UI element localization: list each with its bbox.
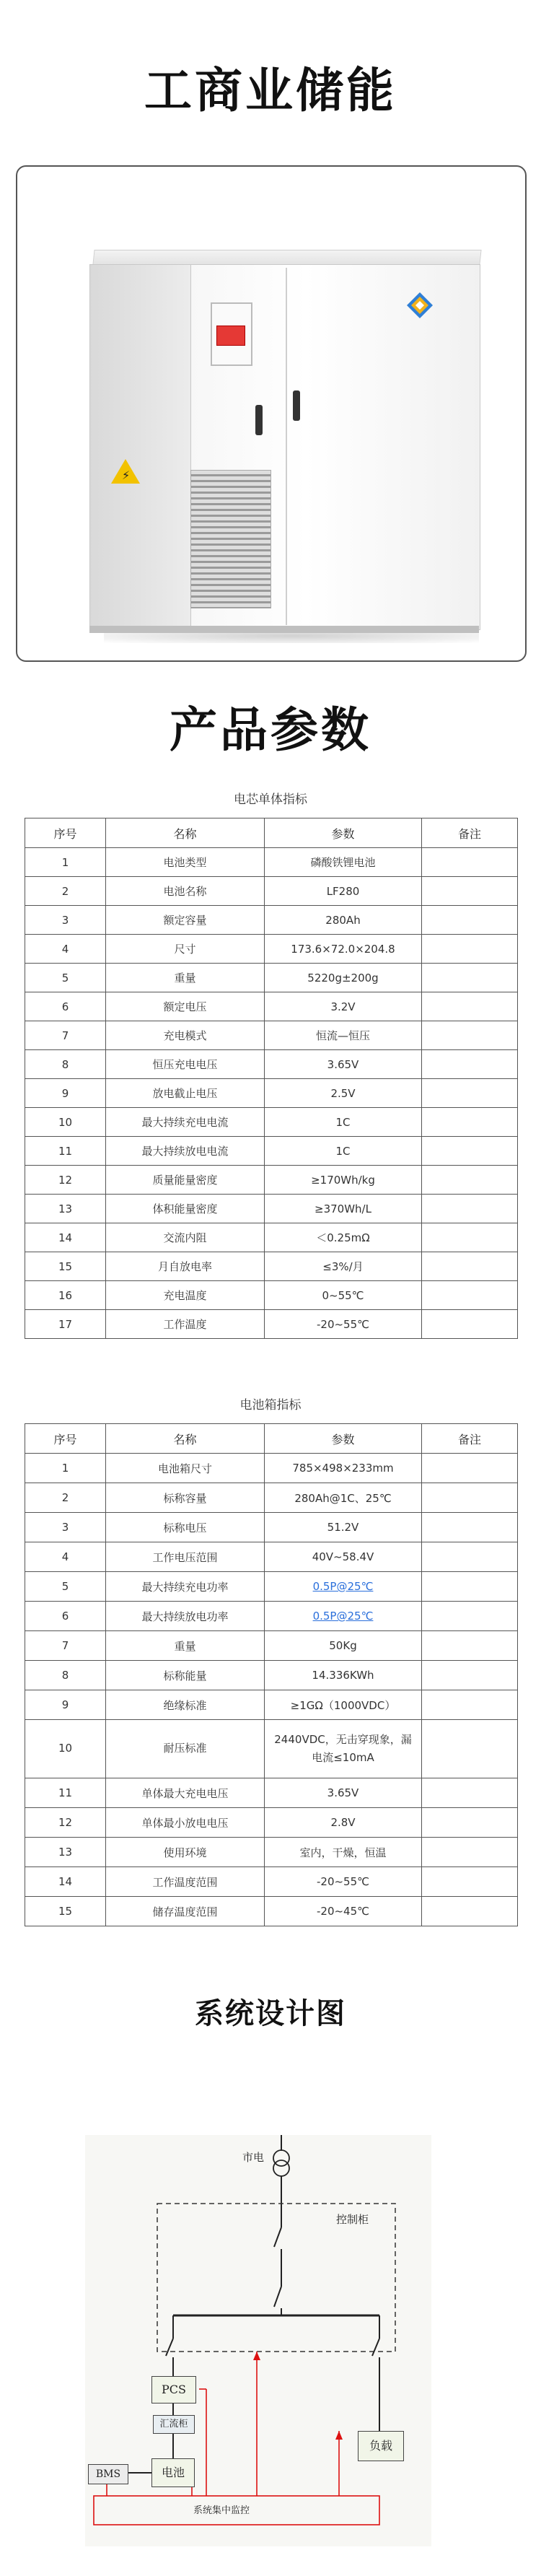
row-remark: [422, 1050, 518, 1079]
row-index: 8: [25, 1050, 106, 1079]
load-box: 负载: [358, 2431, 404, 2461]
row-param: ＜0.25mΩ: [265, 1223, 422, 1252]
row-index: 2: [25, 1483, 106, 1513]
row-remark: [422, 1867, 518, 1897]
row-param: 2.8V: [265, 1808, 422, 1838]
section-title-diagram: 系统设计图: [195, 1997, 346, 2030]
row-index: 2: [25, 877, 106, 906]
row-param: 14.336KWh: [265, 1661, 422, 1690]
table-header-row: [25, 1424, 518, 1454]
row-name: 最大持续放电功率: [106, 1602, 265, 1631]
row-index: 14: [25, 1867, 106, 1897]
cell-spec-table: [25, 818, 518, 1339]
row-param: 1C: [265, 1108, 422, 1137]
table-row: [25, 1808, 518, 1838]
table-row: [25, 848, 518, 877]
cabinet-handle-left: [255, 405, 263, 435]
row-name: 最大持续放电电流: [106, 1137, 265, 1166]
row-name: 额定容量: [106, 906, 265, 935]
row-param: 恒流—恒压: [265, 1021, 422, 1050]
row-remark: [422, 1454, 518, 1483]
row-param: 2.5V: [265, 1079, 422, 1108]
row-index: 7: [25, 1021, 106, 1050]
row-remark: [422, 1661, 518, 1690]
row-remark: [422, 1166, 518, 1195]
table-row: [25, 1572, 518, 1602]
row-name: 最大持续充电功率: [106, 1572, 265, 1602]
header-name: 名称: [106, 1424, 265, 1454]
row-name: 标称能量: [106, 1661, 265, 1690]
table-row: [25, 1778, 518, 1808]
table-row: [25, 1079, 518, 1108]
row-name: 放电截止电压: [106, 1079, 265, 1108]
row-param: 3.65V: [265, 1778, 422, 1808]
row-remark: [422, 964, 518, 992]
row-index: 11: [25, 1778, 106, 1808]
brand-logo-icon: [405, 291, 434, 320]
row-param: 2440VDC，无击穿现象，漏电流≤10mA: [265, 1720, 422, 1778]
row-name: 工作温度范围: [106, 1867, 265, 1897]
row-name: 绝缘标准: [106, 1690, 265, 1720]
row-param: 室内，干燥，恒温: [265, 1838, 422, 1867]
table-row: [25, 1661, 518, 1690]
row-name: 使用环境: [106, 1838, 265, 1867]
table-row: [25, 964, 518, 992]
cabinet-side: [89, 264, 192, 630]
row-index: 1: [25, 848, 106, 877]
table-row: [25, 1050, 518, 1079]
row-remark: [422, 1310, 518, 1339]
row-name: 耐压标准: [106, 1720, 265, 1778]
table-row: [25, 1281, 518, 1310]
row-remark: [422, 1778, 518, 1808]
row-param: ≥1GΩ（1000VDC）: [265, 1690, 422, 1720]
row-param: -20~45℃: [265, 1897, 422, 1926]
row-index: 12: [25, 1808, 106, 1838]
cabinet-vent: [190, 470, 271, 608]
cabinet-handle-right: [293, 390, 300, 421]
row-remark: [422, 1108, 518, 1137]
row-param: LF280: [265, 877, 422, 906]
row-param: 50Kg: [265, 1631, 422, 1661]
header-param: 参数: [265, 818, 422, 848]
row-name: 工作温度: [106, 1310, 265, 1339]
row-name: 体积能量密度: [106, 1195, 265, 1223]
table-row: [25, 1542, 518, 1572]
table-row: [25, 1897, 518, 1926]
row-index: 10: [25, 1108, 106, 1137]
row-name: 尺寸: [106, 935, 265, 964]
row-name: 质量能量密度: [106, 1166, 265, 1195]
table-row: [25, 1137, 518, 1166]
table-caption-box: 电池箱指标: [239, 1398, 302, 1413]
row-remark: [422, 1252, 518, 1281]
table-row: [25, 1252, 518, 1281]
row-remark: [422, 992, 518, 1021]
table-row: [25, 935, 518, 964]
table-caption-cell: 电芯单体指标: [234, 793, 307, 807]
row-index: 9: [25, 1079, 106, 1108]
table-row: [25, 1166, 518, 1195]
row-param: -20~55℃: [265, 1310, 422, 1339]
cabinet-base: [89, 626, 479, 633]
row-name: 储存温度范围: [106, 1897, 265, 1926]
row-name: 重量: [106, 964, 265, 992]
row-name: 重量: [106, 1631, 265, 1661]
row-remark: [422, 1631, 518, 1661]
table-row: [25, 906, 518, 935]
table-row: [25, 1513, 518, 1542]
table-row: [25, 1867, 518, 1897]
row-param: 磷酸铁锂电池: [265, 848, 422, 877]
cabinet-screen-display: [216, 326, 245, 346]
row-index: 10: [25, 1720, 106, 1778]
row-param: 5220g±200g: [265, 964, 422, 992]
row-name: 标称电压: [106, 1513, 265, 1542]
header-name: 名称: [106, 818, 265, 848]
row-name: 充电温度: [106, 1281, 265, 1310]
row-remark: [422, 935, 518, 964]
table-row: [25, 1602, 518, 1631]
pcs-box: PCS: [151, 2376, 196, 2403]
row-index: 15: [25, 1897, 106, 1926]
row-remark: [422, 1897, 518, 1926]
row-index: 5: [25, 1572, 106, 1602]
diagram-lines: [85, 2135, 431, 2546]
row-remark: [422, 1513, 518, 1542]
row-remark: [422, 1572, 518, 1602]
row-param: 280Ah@1C、25℃: [265, 1483, 422, 1513]
row-remark: [422, 1808, 518, 1838]
header-remark: 备注: [422, 818, 518, 848]
row-remark: [422, 1223, 518, 1252]
row-name: 充电模式: [106, 1021, 265, 1050]
section-title-params: 产品参数: [170, 702, 371, 758]
row-index: 4: [25, 935, 106, 964]
header-remark: 备注: [422, 1424, 518, 1454]
cabinet-door-split: [286, 268, 287, 625]
row-name: 交流内阻: [106, 1223, 265, 1252]
combiner-box: 汇流柜: [153, 2415, 195, 2434]
row-remark: [422, 1281, 518, 1310]
row-index: 6: [25, 992, 106, 1021]
row-param: 40V~58.4V: [265, 1542, 422, 1572]
row-param: 1C: [265, 1137, 422, 1166]
monitor-label: 系统集中监控: [193, 2505, 250, 2516]
row-name: 电池类型: [106, 848, 265, 877]
row-name: 电池名称: [106, 877, 265, 906]
row-remark: [422, 1079, 518, 1108]
row-param: 173.6×72.0×204.8: [265, 935, 422, 964]
row-name: 标称容量: [106, 1483, 265, 1513]
warning-bolt-icon: ⚡: [122, 468, 131, 482]
row-name: 最大持续充电电流: [106, 1108, 265, 1137]
table-row: [25, 1223, 518, 1252]
row-name: 工作电压范围: [106, 1542, 265, 1572]
table-row: [25, 1195, 518, 1223]
row-name: 电池箱尺寸: [106, 1454, 265, 1483]
row-remark: [422, 906, 518, 935]
table-row: [25, 1483, 518, 1513]
row-param: 51.2V: [265, 1513, 422, 1542]
row-remark: [422, 1021, 518, 1050]
header-param: 参数: [265, 1424, 422, 1454]
row-index: 8: [25, 1661, 106, 1690]
header-index: 序号: [25, 818, 106, 848]
row-remark: [422, 1690, 518, 1720]
row-index: 3: [25, 906, 106, 935]
row-index: 7: [25, 1631, 106, 1661]
header-index: 序号: [25, 1424, 106, 1454]
row-index: 11: [25, 1137, 106, 1166]
row-index: 5: [25, 964, 106, 992]
row-param: 280Ah: [265, 906, 422, 935]
row-remark: [422, 1542, 518, 1572]
row-remark: [422, 1838, 518, 1867]
row-param: 0.5P@25℃: [265, 1602, 422, 1631]
table-row: [25, 1720, 518, 1778]
row-name: 额定电压: [106, 992, 265, 1021]
row-index: 15: [25, 1252, 106, 1281]
row-remark: [422, 1195, 518, 1223]
row-remark: [422, 848, 518, 877]
row-index: 13: [25, 1838, 106, 1867]
table-row: [25, 1690, 518, 1720]
row-param: 785×498×233mm: [265, 1454, 422, 1483]
page-title: 工商业储能: [144, 63, 397, 118]
row-name: 单体最大充电电压: [106, 1778, 265, 1808]
row-remark: [422, 1483, 518, 1513]
table-header-row: [25, 818, 518, 848]
row-param: ≤3%/月: [265, 1252, 422, 1281]
system-diagram: [85, 2135, 431, 2546]
grid-label: 市电: [242, 2151, 265, 2164]
row-remark: [422, 1602, 518, 1631]
row-index: 3: [25, 1513, 106, 1542]
row-index: 9: [25, 1690, 106, 1720]
table-row: [25, 1108, 518, 1137]
table-row: [25, 1454, 518, 1483]
row-index: 14: [25, 1223, 106, 1252]
row-index: 13: [25, 1195, 106, 1223]
bms-box: BMS: [88, 2464, 128, 2484]
row-param: 3.65V: [265, 1050, 422, 1079]
row-param: -20~55℃: [265, 1867, 422, 1897]
row-param: 0~55℃: [265, 1281, 422, 1310]
table-row: [25, 1631, 518, 1661]
row-index: 1: [25, 1454, 106, 1483]
product-photo: [16, 165, 527, 662]
table-row: [25, 1838, 518, 1867]
row-index: 16: [25, 1281, 106, 1310]
row-index: 4: [25, 1542, 106, 1572]
row-param: ≥370Wh/L: [265, 1195, 422, 1223]
row-param: 3.2V: [265, 992, 422, 1021]
table-row: [25, 992, 518, 1021]
table-row: [25, 877, 518, 906]
row-name: 单体最小放电电压: [106, 1808, 265, 1838]
row-remark: [422, 1137, 518, 1166]
row-index: 6: [25, 1602, 106, 1631]
table-row: [25, 1310, 518, 1339]
row-param: 0.5P@25℃: [265, 1572, 422, 1602]
row-index: 12: [25, 1166, 106, 1195]
row-name: 月自放电率: [106, 1252, 265, 1281]
box-spec-table: [25, 1423, 518, 1926]
row-name: 恒压充电电压: [106, 1050, 265, 1079]
table-row: [25, 1021, 518, 1050]
control-cabinet-label: 控制柜: [336, 2213, 369, 2226]
row-remark: [422, 1720, 518, 1778]
row-remark: [422, 877, 518, 906]
battery-box: 电池: [151, 2458, 195, 2487]
row-param: ≥170Wh/kg: [265, 1166, 422, 1195]
row-index: 17: [25, 1310, 106, 1339]
